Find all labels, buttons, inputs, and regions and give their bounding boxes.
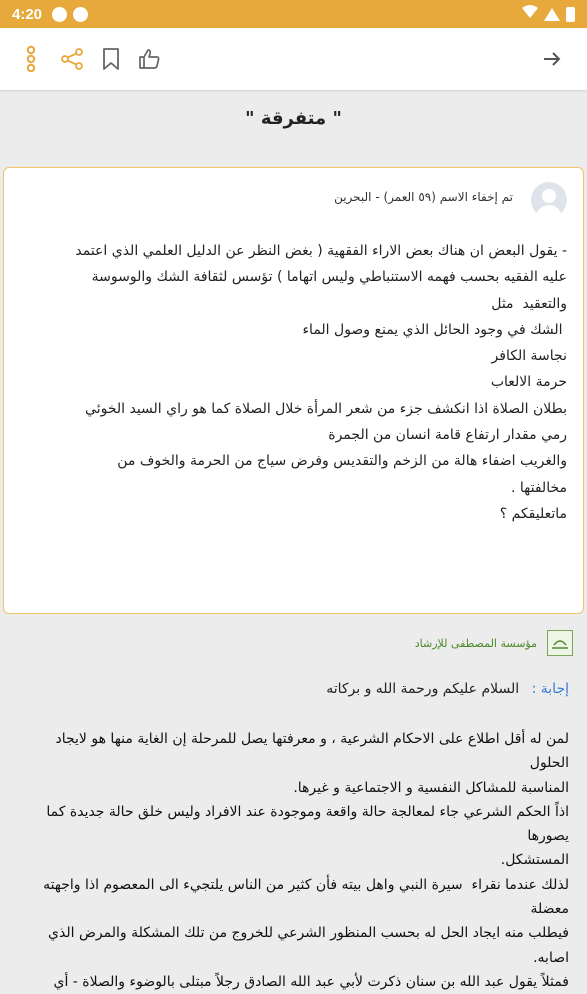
answer-line: المستشكل. [500, 852, 569, 869]
arrow-right-icon[interactable] [535, 42, 569, 76]
question-line: بطلان الصلاة اذا انكشف جزء من شعر المرأة خلال الصلاة كما هو راي السيد الخوئي [85, 400, 567, 417]
answer-line: اذاً الحكم الشرعي جاء لمعالجة حالة واقعة وموجودة عند الافراد وليس خلق حالة جديدة كما يصورها [41, 803, 569, 845]
question-card [3, 167, 584, 614]
answer-line: فيطلب منه ايجاد الحل له بحسب المنظور الشرعي للخروج من تلك المشكلة والمرض الذي اصابه. [43, 925, 569, 966]
question-line: عليه الفقيه بحسب فهمه الاستنباطي وليس اتهاما ) تؤسس لثقافة الشك والوسوسة [91, 269, 567, 286]
question-line: رمي مقدار ارتفاع قامة انسان من الجمرة [328, 427, 567, 444]
battery-icon [566, 7, 575, 22]
status-time: 4:20 [12, 5, 43, 23]
toolbar [0, 28, 587, 90]
answer-text [16, 727, 569, 994]
notification-icon [52, 7, 67, 22]
answer-greeting: السلام عليكم ورحمة الله و بركاته [326, 681, 520, 697]
more-vert-icon[interactable] [14, 42, 48, 76]
organization-name: مؤسسة المصطفى للإرشاد [414, 636, 537, 650]
question-line: والغريب اضفاء هالة من الزخم والتقديس وفرض سياج من الحرمة والخوف من [117, 453, 567, 470]
app-notification-icon [73, 7, 88, 22]
thumbs-up-icon[interactable] [133, 42, 167, 76]
wifi-icon [522, 5, 538, 23]
share-icon[interactable] [55, 42, 89, 76]
answer-greeting-line [18, 681, 569, 697]
bookmark-icon[interactable] [94, 42, 128, 76]
answer-header [415, 630, 573, 656]
question-author: تم إخفاء الاسم (٥٩ العمر) - البحرين [334, 190, 513, 204]
organization-logo-icon [547, 630, 573, 656]
answer-label: إجابة : [531, 681, 569, 697]
question-line: نجاسة الكافر [491, 348, 567, 365]
question-text [22, 238, 567, 527]
answer-line: فمثلاً يقول عبد الله بن سنان ذكرت لأبي عبد الله الصادق رجلاً مبتلى بالوضوء والصلاة - أي [53, 973, 569, 990]
answer-line: لمن له أقل اطلاع على الاحكام الشرعية ، و معرفتها يصل للمرحلة إن الغاية منها هو لايجاد الحلول [51, 731, 569, 772]
question-line: - يقول البعض ان هناك بعض الاراء الفقهية ( بغض النظر عن الدليل العلمي الذي اعتمد [75, 243, 567, 259]
signal-icon [544, 8, 560, 21]
status-bar [0, 0, 587, 28]
question-line: ماتعليقكم ؟ [499, 505, 567, 522]
avatar [531, 182, 567, 218]
question-line: والتعقيد مثل [491, 295, 567, 312]
answer-line: لذلك عندما نقراء سيرة النبي واهل بيته فأن كثير من الناس يلتجيء الى المعصوم اذا واجهته معضلة [38, 876, 569, 918]
question-line: مخالفتها . [511, 479, 567, 496]
answer-line: المناسبة للمشاكل النفسية و الاجتماعية و غيرها. [293, 779, 569, 796]
question-line: حرمة الالعاب [490, 374, 567, 391]
page-title: " متفرقة " [245, 108, 342, 129]
question-line: الشك في وجود الحائل الذي يمنع وصول الماء [302, 321, 567, 338]
